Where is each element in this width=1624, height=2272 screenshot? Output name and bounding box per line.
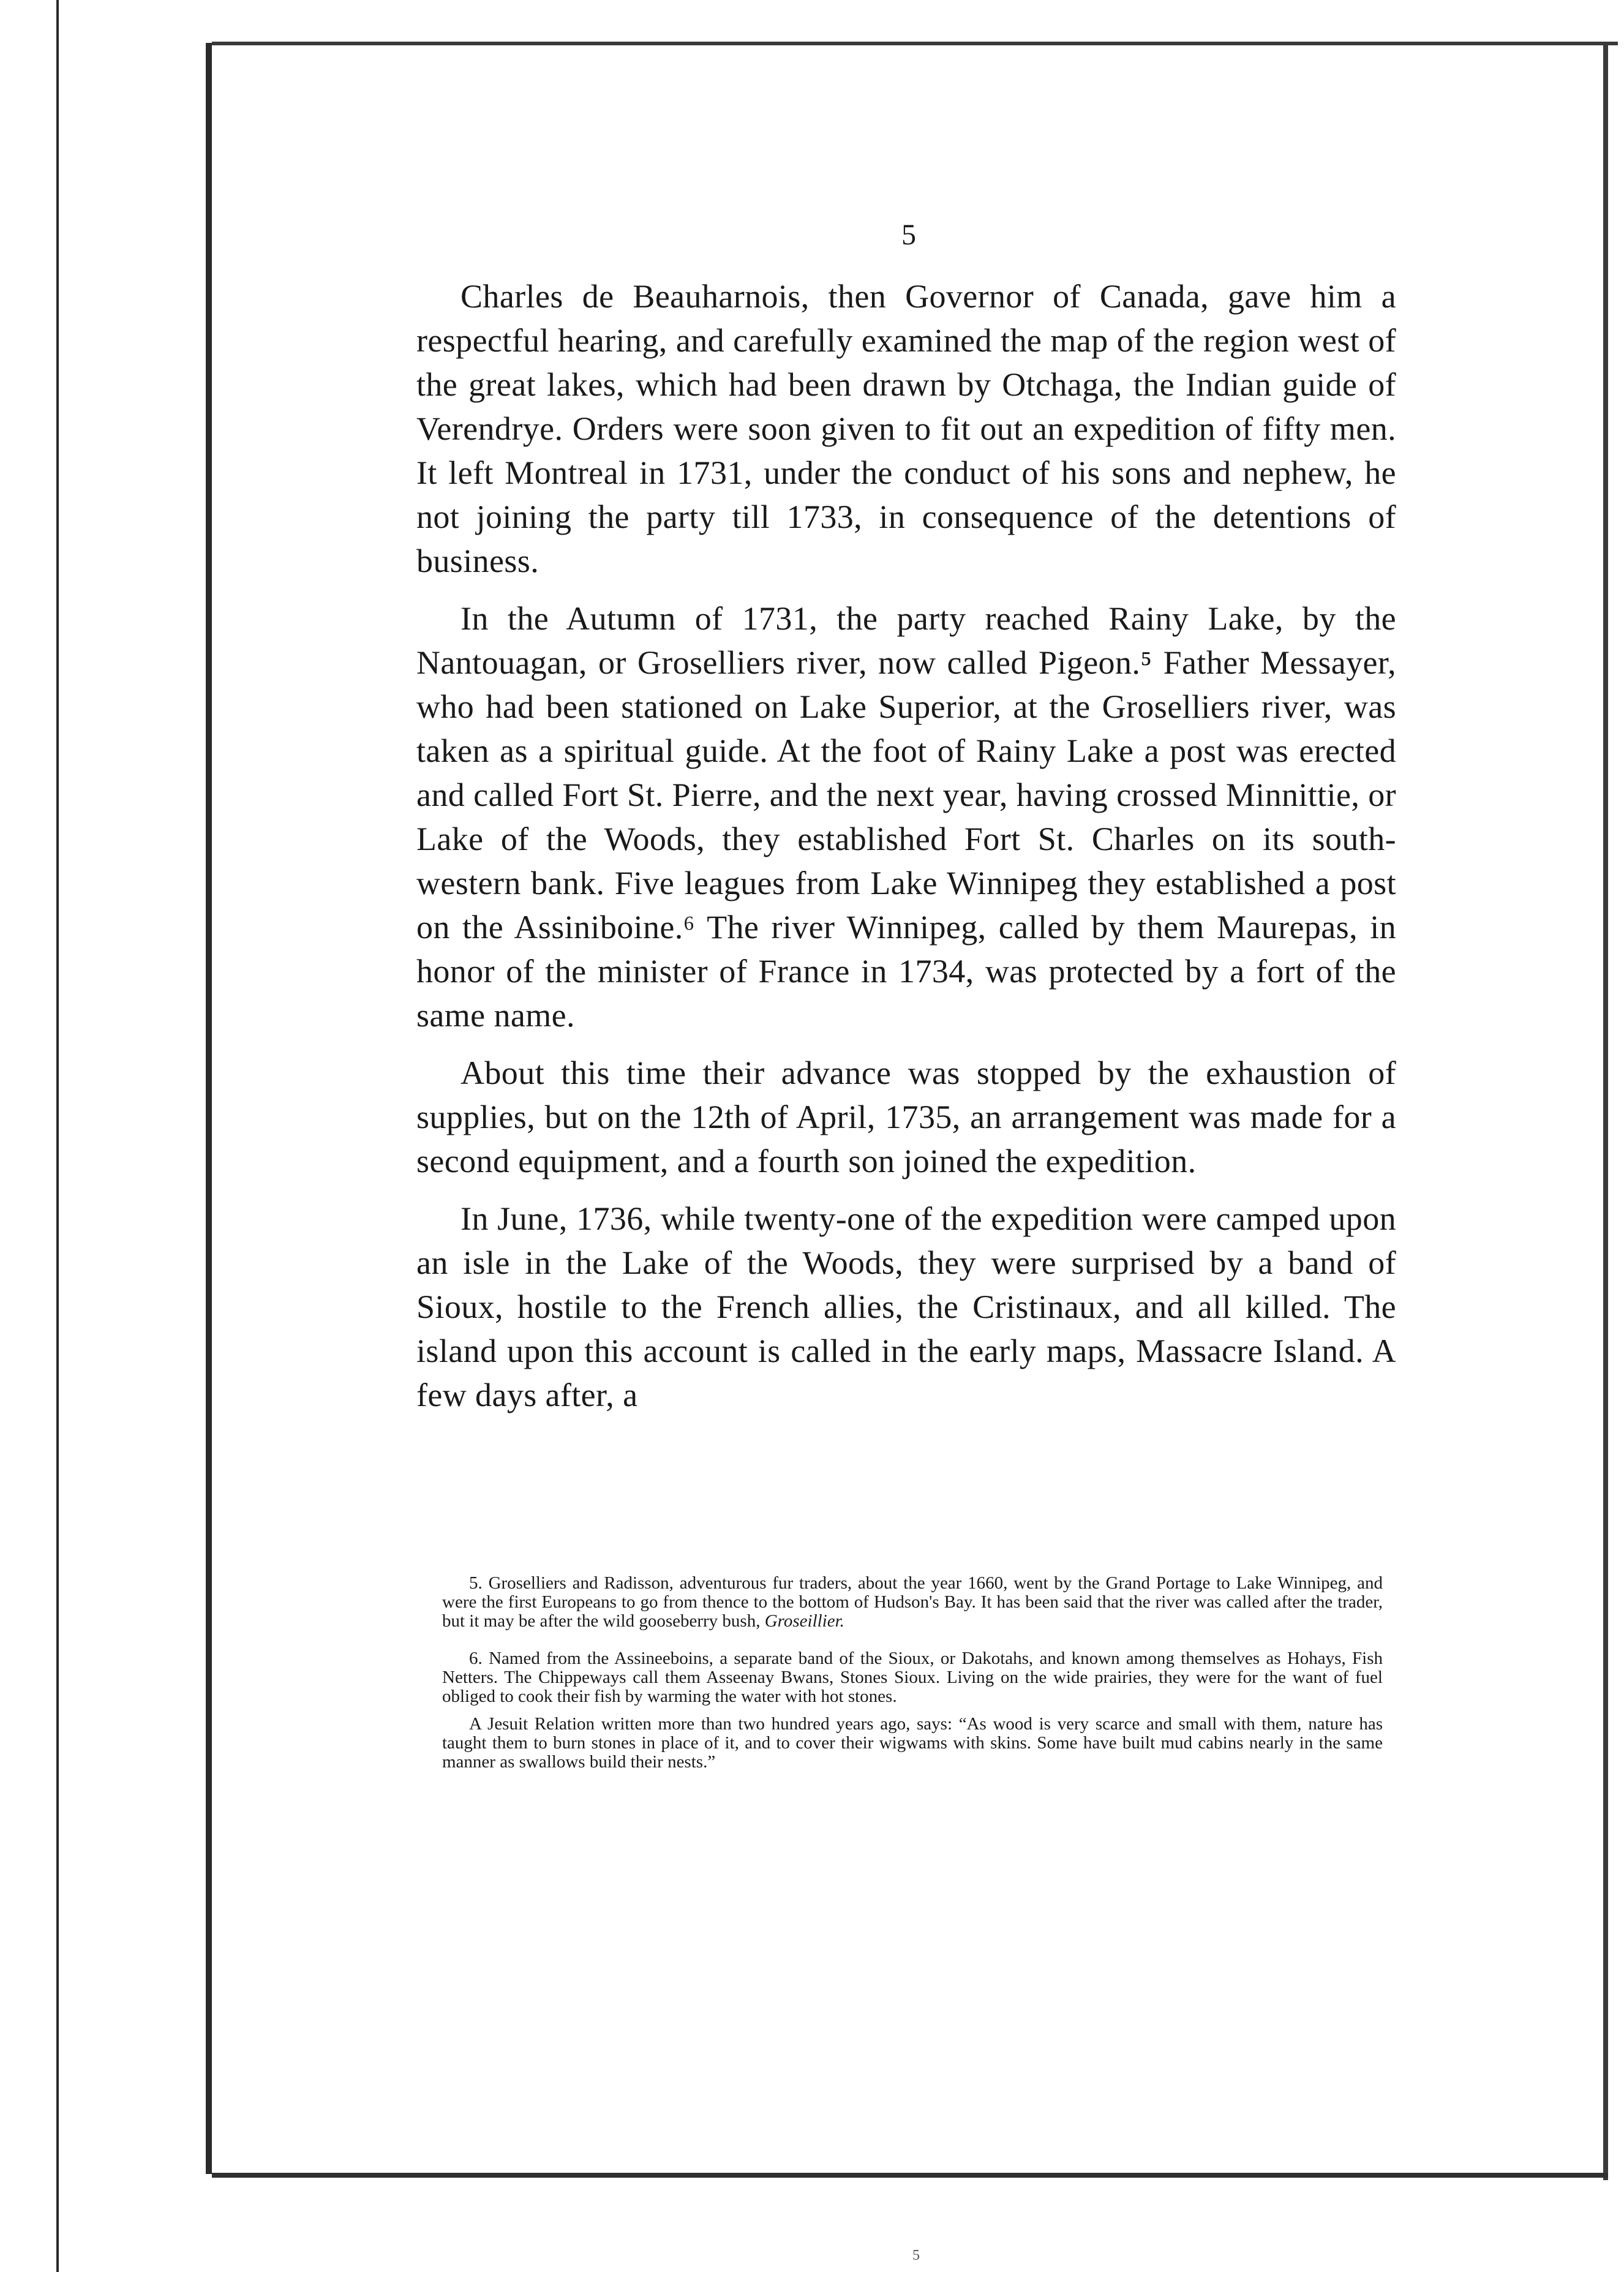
footnote-quote: A Jesuit Relation written more than two hundred years ago, says: “As wood is very scarce and small with them, nature has taught them to burn stones in place of it, and to cover their wigwams with skins. Some have built mud cabins nearly in the same manner as swallows build their nests.” [442,1714,1383,1772]
paragraph: Charles de Beauharnois, then Governor of Canada, gave him a respectful hearing, and carefully examined the map of the region west of the great lakes, which had been drawn by Otchaga, the Indian guide of Verendrye. Orders were soon given to fit out an expedition of fifty men. It left Montreal in 1731, under the conduct of his sons and nephew, he not joining the party till 1733, in consequence of the detentions of business. [416,278,1396,579]
book-gutter [59,0,206,2272]
footnote-italic-term: Groseillier. [764,1611,844,1631]
footnote: 6. Named from the Assineeboins, a separate band of the Sioux, or Dakotahs, and known among themselves as Hohays, Fish Netters. The Chippeways call them Asseenay Bwans, Stones Sioux. Living on the wide prairies, they were for the want of fuel obliged to cook their fish by warming the water with hot stones. [442,1649,1383,1706]
paragraph: In June, 1736, while twenty-one of the expedition were camped upon an isle in the Lake of the Woods, they were surprised by a band of Sioux, hostile to the French allies, the Cristinaux, and all killed. The island upon this account is called in the early maps, Massacre Island. A few days after, a [416,1200,1396,1413]
page-right-border [1603,43,1608,2180]
paragraph: About this time their advance was stopped by the exhaustion of supplies, but on the 12th of April, 1735, an arrangement was made for a second equipment, and a fourth son joined the expedition. [416,1055,1396,1179]
page-top-border [212,42,1618,45]
gutter-shadow [206,43,212,2174]
facing-page-edge [0,0,59,2272]
footnote-text: 5. Groselliers and Radisson, adventurous fur traders, about the year 1660, went by the Grand Portage to Lake Winnipeg, and were the first Europeans to go from thence to the bottom of Hudson's Bay. It has been said that the river was called after the trader, but it may be after the wild gooseberry bush, [442,1573,1383,1631]
paragraph: In the Autumn of 1731, the party reached Rainy Lake, by the Nantouagan, or Groselliers river, now called Pigeon.⁵ Father Messayer, who had been stationed on Lake Superior, at the Groselliers river, was taken as a spiritual guide. At the foot of Rainy Lake a post was erected and called Fort St. Pierre, and the next year, having crossed Minnittie, or Lake of the Woods, they established Fort St. Charles on its south-western bank. Five leagues from Lake Winnipeg they established a post on the Assiniboine.⁶ The river Winnipeg, called by them Maurepas, in honor of the minister of France in 1734, was protected by a fort of the same name. [416,600,1396,1034]
page-number: 5 [901,219,916,251]
footnote [442,1574,1383,1631]
footnotes [442,1574,1383,1790]
page-bottom-border [212,2173,1608,2178]
bottom-mark: 5 [912,2248,920,2263]
body-text [416,274,1396,1431]
